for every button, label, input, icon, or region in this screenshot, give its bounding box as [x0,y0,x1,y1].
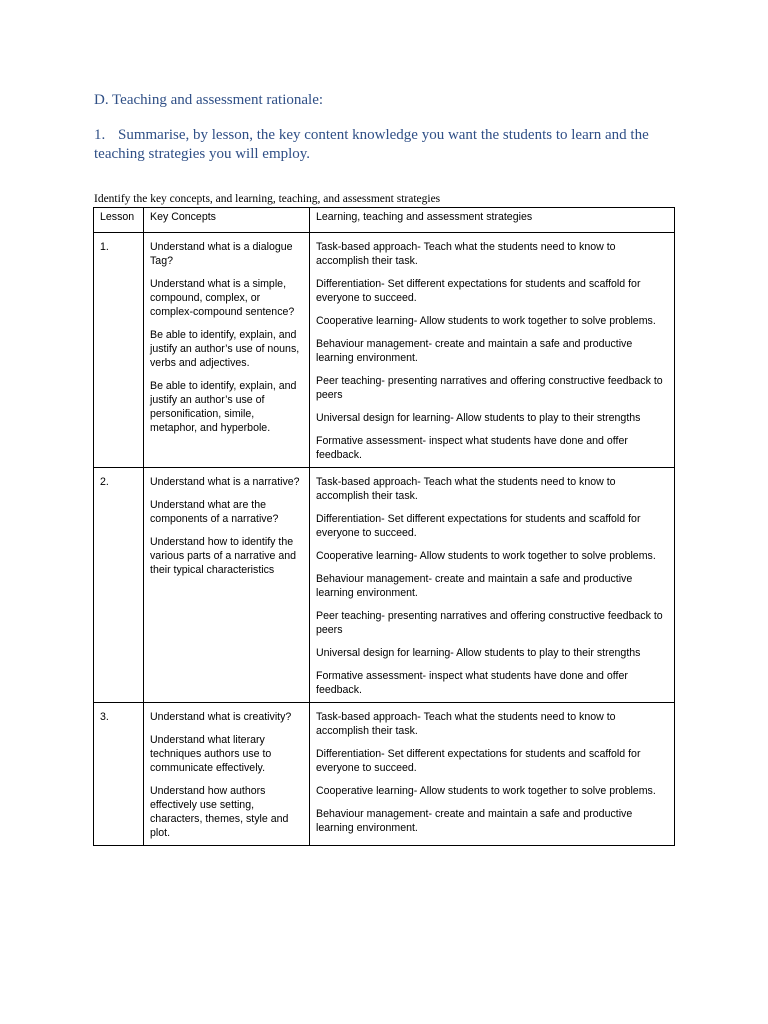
header-strategies: Learning, teaching and assessment strategies [310,208,675,233]
strategy-item: Behaviour management- create and maintain a safe and productive learning environment. [316,338,633,364]
question-number: 1. [94,127,106,143]
table-instruction: Identify the key concepts, and learning, teaching, and assessment strategies [94,193,441,205]
strategies-cell [310,703,675,846]
concept-item: Be able to identify, explain, and justify an author’s use of personification, simile, metaphor, and hyperbole. [150,380,297,434]
lesson-number: 1. [94,233,144,468]
strategies-cell [310,233,675,468]
key-concepts-cell [144,233,310,468]
concept-item: Understand what is a dialogue Tag? [150,241,293,267]
strategy-item: Differentiation- Set different expectations for students and scaffold for everyone to succeed. [316,748,641,774]
strategy-item: Behaviour management- create and maintain a safe and productive learning environment. [316,808,633,834]
concept-item: Understand what is a simple, compound, complex, or complex-compound sentence? [150,278,295,318]
concept-item: Understand what is creativity? [150,711,292,723]
strategy-item: Peer teaching- presenting narratives and offering constructive feedback to peers [316,375,663,401]
concept-item: Understand what literary techniques authors use to communicate effectively. [150,734,272,774]
concept-item: Understand what is a narrative? [150,476,300,488]
question-prompt [94,126,674,164]
key-concepts-cell [144,468,310,703]
strategy-item: Behaviour management- create and maintain a safe and productive learning environment. [316,573,633,599]
strategy-item: Cooperative learning- Allow students to work together to solve problems. [316,315,656,327]
concept-item: Understand how to identify the various parts of a narrative and their typical characteristics [150,536,297,576]
strategy-item: Differentiation- Set different expectations for students and scaffold for everyone to succeed. [316,278,641,304]
strategy-item: Universal design for learning- Allow students to play to their strengths [316,647,641,659]
table-row-lesson-3 [94,703,675,846]
header-key-concepts: Key Concepts [144,208,310,233]
header-lesson: Lesson [94,208,144,233]
strategy-item: Task-based approach- Teach what the students need to know to accomplish their task. [316,476,616,502]
concept-item: Be able to identify, explain, and justify an author’s use of nouns, verbs and adjectives. [150,329,300,369]
section-heading: D. Teaching and assessment rationale: [94,92,324,108]
strategies-cell [310,468,675,703]
strategy-item: Formative assessment- inspect what students have done and offer feedback. [316,670,628,696]
strategy-item: Task-based approach- Teach what the students need to know to accomplish their task. [316,711,616,737]
table-row-lesson-1 [94,233,675,468]
strategy-item: Task-based approach- Teach what the students need to know to accomplish their task. [316,241,616,267]
strategy-item: Universal design for learning- Allow students to play to their strengths [316,412,641,424]
concept-item: Understand how authors effectively use setting, characters, themes, style and plot. [150,785,289,839]
strategy-item: Cooperative learning- Allow students to work together to solve problems. [316,785,656,797]
strategy-item: Cooperative learning- Allow students to work together to solve problems. [316,550,656,562]
strategy-item: Formative assessment- inspect what students have done and offer feedback. [316,435,628,461]
key-concepts-cell [144,703,310,846]
strategy-item: Differentiation- Set different expectations for students and scaffold for everyone to succeed. [316,513,641,539]
lesson-number: 2. [94,468,144,703]
table-row-lesson-2 [94,468,675,703]
question-text: Summarise, by lesson, the key content knowledge you want the students to learn and the teaching strategies you will employ. [94,127,649,162]
lesson-number: 3. [94,703,144,846]
strategy-item: Peer teaching- presenting narratives and offering constructive feedback to peers [316,610,663,636]
lesson-plan-table [93,207,675,846]
concept-item: Understand what are the components of a narrative? [150,499,279,525]
table-header-row [94,208,675,233]
